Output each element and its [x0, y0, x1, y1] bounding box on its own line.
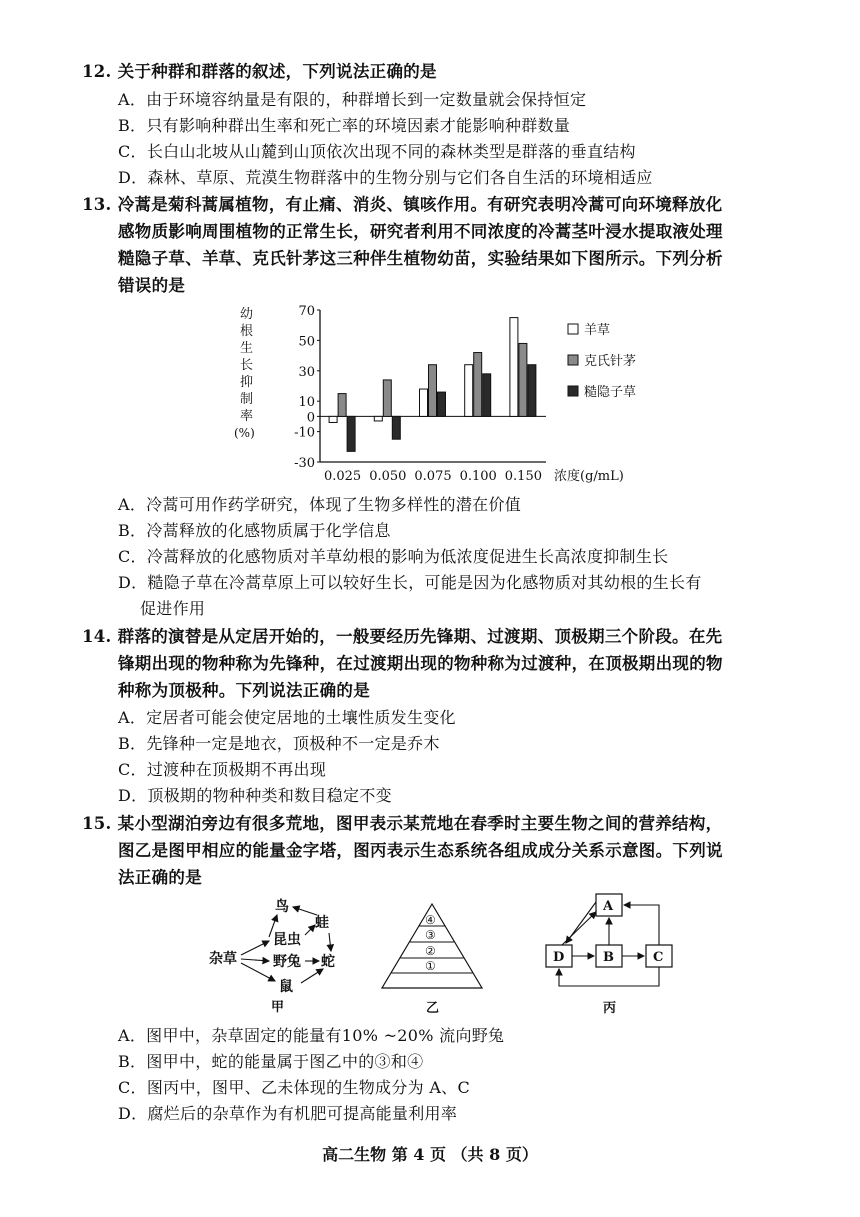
- q15-option-c: C．图丙中，图甲、乙未体现的生物成分为 A、C: [118, 1078, 471, 1097]
- q15-stem-line-1: [82, 812, 722, 836]
- node-b: B: [603, 950, 614, 965]
- x-tick-label: 0.150: [504, 469, 543, 484]
- y-tick-label: 70: [298, 304, 315, 319]
- bar-0.025-2: [347, 416, 355, 451]
- q15-number: 15.: [82, 814, 112, 833]
- q14-option-a: A．定居者可能会使定居地的土壤性质发生变化: [118, 708, 456, 727]
- legend-swatch: [568, 324, 578, 334]
- x-tick-label: 0.075: [414, 469, 452, 484]
- q12-option-b: B．只有影响种群出生率和死亡率的环境因素才能影响种群数量: [118, 116, 571, 135]
- pyramid-level-3: ③: [425, 928, 436, 942]
- q13-text-1: 冷蒿是菊科蒿属植物，有止痛、消炎、镇咳作用。有研究表明冷蒿可向环境释放化: [117, 195, 723, 214]
- q12-stem: [82, 60, 437, 84]
- bar-0.050-2: [392, 416, 400, 439]
- y-tick-label: -10: [294, 425, 315, 441]
- x-tick-label: 0.050: [369, 469, 407, 484]
- bar-0.050-0: [374, 416, 382, 421]
- bar-0.100-0: [465, 365, 473, 417]
- node-mouse: 鼠: [279, 979, 293, 995]
- q13-option-d-continued: 促进作用: [140, 599, 206, 618]
- node-a: A: [603, 899, 614, 914]
- q13-stem-line-1: [82, 193, 722, 217]
- pyramid-level-2: ②: [425, 944, 436, 958]
- bar-0.075-0: [420, 389, 428, 416]
- q13-stem-line-2: 感物质影响周围植物的正常生长，研究者利用不同浓度的冷蒿茎叶浸水提取液处理: [118, 222, 723, 241]
- q12-option-a: A．由于环境容纳量是有限的，种群增长到一定数量就会保持恒定: [118, 90, 587, 109]
- x-tick-label: 0.100: [459, 469, 497, 484]
- bar-0.025-0: [329, 416, 337, 422]
- q14-text-1: 群落的演替是从定居开始的，一般要经历先锋期、过渡期、顶极期三个阶段。在先: [117, 627, 723, 646]
- caption-jia: 甲: [271, 1000, 285, 1015]
- bar-0.075-2: [438, 392, 446, 416]
- bar-0.025-1: [338, 394, 346, 417]
- energy-pyramid-diagram: [378, 900, 486, 1018]
- pyramid-level-4: ④: [425, 913, 436, 927]
- q15-text-1: 某小型湖泊旁边有很多荒地，图甲表示某荒地在春季时主要生物之间的营养结构，: [117, 814, 723, 833]
- q14-option-c: C．过渡种在顶极期不再出现: [118, 760, 327, 779]
- q15-option-a: A．图甲中，杂草固定的能量有10% ~20% 流向野兔: [118, 1026, 505, 1045]
- q14-stem-line-2: 锋期出现的物种称为先锋种，在过渡期出现的物种称为过渡种，在顶极期出现的物: [118, 654, 723, 673]
- q14-option-d: D．顶极期的物种种类和数目稳定不变: [118, 786, 392, 805]
- q13-option-a: A．冷蒿可用作药学研究，体现了生物多样性的潜在价值: [118, 495, 522, 514]
- node-snake: 蛇: [321, 954, 335, 970]
- bar-0.150-1: [519, 343, 527, 416]
- x-axis-ticks: [324, 468, 624, 484]
- legend-swatch: [568, 355, 578, 365]
- caption-bing: 丙: [603, 1001, 617, 1016]
- q15-option-d: D．腐烂后的杂草作为有机肥可提高能量利用率: [118, 1104, 458, 1123]
- q15-option-b: B．图甲中，蛇的能量属于图乙中的③和④: [118, 1052, 424, 1071]
- y-tick-label: 50: [298, 334, 315, 350]
- x-tick-label: 0.025: [323, 469, 362, 484]
- y-label-char: 幼: [240, 307, 254, 322]
- bar-0.150-0: [510, 318, 518, 417]
- y-label-char: 根: [240, 324, 254, 339]
- q12-option-c: C．长白山北坡从山麓到山顶依次出现不同的森林类型是群落的垂直结构: [118, 142, 636, 161]
- node-d: D: [553, 950, 565, 965]
- pyramid-level-1: ①: [425, 959, 436, 973]
- legend-label: 糙隐子草: [584, 385, 637, 400]
- q14-stem-line-3: 种称为顶极种。下列说法正确的是: [118, 681, 370, 700]
- chart-bars: [329, 318, 536, 452]
- y-axis-label: [234, 307, 255, 440]
- legend-label: 羊草: [584, 323, 611, 338]
- ecosystem-components-diagram: [540, 890, 690, 1018]
- q13-option-b: B．冷蒿释放的化感物质属于化学信息: [118, 521, 391, 540]
- bar-0.100-2: [483, 374, 491, 417]
- food-web-diagram: [205, 893, 355, 1015]
- node-bird: 鸟: [275, 899, 289, 915]
- y-label-unit: (%): [234, 426, 255, 440]
- node-c: C: [653, 950, 664, 965]
- y-label-char: 生: [240, 341, 254, 356]
- y-tick-label: 10: [298, 395, 315, 411]
- node-insect: 昆虫: [273, 932, 301, 948]
- y-axis-ticks: [294, 304, 320, 471]
- q13-option-d: D．糙隐子草在冷蒿草原上可以较好生长，可能是因为化感物质对其幼根的生长有: [118, 573, 702, 592]
- y-label-char: 制: [240, 392, 254, 407]
- q13-stem-line-3: 糙隐子草、羊草、克氏针茅这三种伴生植物幼苗，实验结果如下图所示。下列分析: [118, 249, 723, 268]
- y-label-char: 率: [240, 409, 254, 424]
- q15-stem-line-3: 法正确的是: [118, 868, 202, 887]
- bar-0.100-1: [474, 353, 482, 417]
- x-axis-label: 浓度(g/mL): [554, 469, 624, 484]
- page-footer: 高二生物 第 4 页 （共 8 页）: [322, 1145, 538, 1164]
- q14-stem-line-1: [82, 625, 722, 649]
- q12-text: 关于种群和群落的叙述，下列说法正确的是: [117, 62, 437, 81]
- y-label-char: 长: [240, 358, 254, 373]
- y-tick-label: 30: [298, 364, 315, 380]
- node-weeds: 杂草: [209, 951, 237, 967]
- bar-0.050-1: [383, 380, 391, 416]
- q13-option-c: C．冷蒿释放的化感物质对羊草幼根的影响为低浓度促进生长高浓度抑制生长: [118, 547, 669, 566]
- y-label-char: 抑: [240, 375, 254, 390]
- bar-0.150-2: [528, 365, 536, 417]
- y-tick-label: 0: [306, 410, 315, 426]
- q14-option-b: B．先锋种一定是地衣，顶极种不一定是乔木: [118, 734, 440, 753]
- legend-label: 克氏针茅: [584, 354, 637, 369]
- inhibition-bar-chart: [228, 300, 688, 488]
- legend-swatch: [568, 386, 578, 396]
- q14-number: 14.: [82, 627, 112, 646]
- q13-stem-line-4: 错误的是: [118, 276, 186, 295]
- q12-option-d: D．森林、草原、荒漠生物群落中的生物分别与它们各自生活的环境相适应: [118, 168, 653, 187]
- node-rabbit: 野兔: [273, 954, 301, 970]
- q15-stem-line-2: 图乙是图甲相应的能量金字塔，图丙表示生态系统各组成成分关系示意图。下列说: [118, 841, 723, 860]
- chart-legend: [568, 323, 636, 400]
- bar-0.075-1: [429, 365, 437, 417]
- caption-yi: 乙: [426, 1001, 440, 1016]
- y-tick-label: -30: [294, 456, 315, 471]
- q13-number: 13.: [82, 195, 112, 214]
- node-frog: 蛙: [315, 915, 329, 931]
- q12-number: 12.: [82, 62, 112, 81]
